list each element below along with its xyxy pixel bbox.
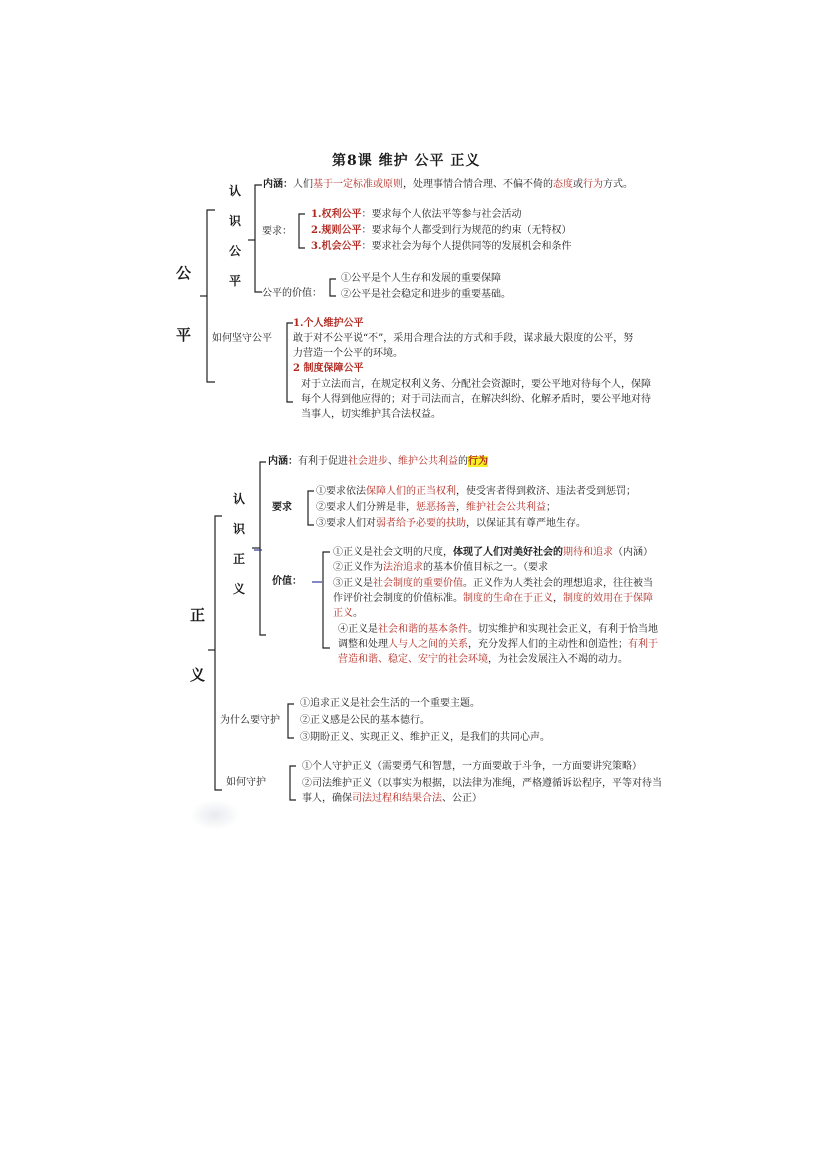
yaoqiu-body: ：要求每个人都受到行为规范的约束（无特权）: [361, 225, 572, 236]
jiazhi-keyword: 法治追求: [383, 562, 423, 573]
gongping-yaoqiu-label: 要求：: [262, 226, 292, 237]
zhengyi-root-char-1: 正: [190, 606, 206, 624]
jiazhi-text: 。正义作为人类社会的理想追求，往往被当作评价社会制度的价值标准。: [333, 578, 653, 604]
zhengyi-jiazhi-item-3: [333, 576, 659, 621]
jiazhi-keyword: 期待和追求: [563, 547, 613, 558]
jiazhi-keyword: 社会制度的重要价值: [373, 578, 463, 589]
jiazhi-text: ①正义是社会文明的尺度，: [333, 547, 453, 558]
jiazhi-keyword: 制度的生命在于正义: [463, 593, 553, 604]
zhengyi-jiazhi-label: 价值：: [272, 576, 302, 587]
zhengyi-neihan-label: 内涵：: [268, 456, 298, 467]
yaoqiu-head: 3.机会公平: [311, 241, 362, 252]
gongping-jianshou-label: 如何坚守公平: [212, 333, 272, 344]
neihan-highlight: 行为: [468, 456, 488, 467]
gongping-neihan: [263, 178, 633, 192]
page-title: 第8课 维护 公平 正义: [332, 153, 481, 169]
yaoqiu-head: 2.规则公平: [311, 225, 362, 236]
neihan-keyword: 维护公共利益: [398, 456, 458, 467]
gongping-renshi-char-3: 公: [229, 244, 242, 258]
gongping-jiazhi-label: 公平的价值：: [262, 288, 322, 299]
zhengyi-jiazhi-item-2: [333, 561, 548, 575]
jiazhi-text: 的基本价值目标之一。（要求: [423, 562, 548, 573]
zhengyi-ruhe-label: 如何守护: [226, 777, 266, 788]
zhengyi-ruhe-item-2: [302, 776, 664, 806]
neihan-text: 或: [573, 179, 583, 190]
zhengyi-renshi-char-4: 义: [233, 582, 246, 596]
neihan-keyword: 行为: [583, 179, 603, 190]
zhengyi-jiazhi-item-1: [333, 546, 653, 560]
zhengyi-renshi-char-1: 认: [233, 492, 246, 506]
jiazhi-keyword: 社会和谐的基本条件: [378, 624, 468, 635]
yaoqiu-text: ，以保证其有尊严地生存。: [466, 518, 586, 529]
jiazhi-text: 体现了人们对美好社会的: [453, 547, 563, 558]
zhengyi-weishenme-item: ③期盼正义、实现正义、维护正义，是我们的共同心声。: [300, 732, 550, 743]
zhengyi-neihan: [268, 455, 488, 469]
gongping-yaoqiu-item: [311, 224, 571, 238]
zhengyi-yaoqiu-item: [316, 485, 636, 499]
jiazhi-text: 。: [353, 608, 363, 619]
neihan-text: 有利于促进: [298, 456, 348, 467]
jiazhi-text: ，充分发挥人们的主动性和创造性；: [468, 639, 628, 650]
gongping-neihan-label: 内涵：: [263, 179, 293, 190]
ruhe-text: ②司法维护正义（以事实为根据，以法律为准绳，严格遵循诉讼程序，平等对待当事人，确保: [302, 778, 662, 804]
yaoqiu-head: 1.权利公平: [311, 209, 362, 220]
zhengyi-yaoqiu-label: 要求: [272, 502, 292, 513]
gongping-zhidu-head: 2 制度保障公平: [293, 363, 364, 374]
gongping-renshi-char-2: 识: [229, 214, 242, 228]
neihan-text: 、: [388, 456, 398, 467]
yaoqiu-keyword: 保障人们的正当权利: [366, 486, 456, 497]
ruhe-text: 、公正）: [442, 793, 482, 804]
jiazhi-text: （内涵）: [613, 547, 653, 558]
zhengyi-renshi-char-3: 正: [233, 552, 246, 566]
jiazhi-text: ，为社会发展注入不竭的动力。: [488, 654, 628, 665]
yaoqiu-body: ：要求社会为每个人提供同等的发展机会和条件: [361, 241, 572, 252]
zhengyi-weishenme-label: 为什么要守护: [220, 715, 280, 726]
yaoqiu-body: ：要求每个人依法平等参与社会活动: [361, 209, 522, 220]
yaoqiu-text: ①要求依法: [316, 486, 366, 497]
jiazhi-text: ④正义是: [338, 624, 378, 635]
zhengyi-weishenme-item: ①追求正义是社会生活的一个重要主题。: [300, 698, 480, 709]
yaoqiu-keyword: 惩恶扬善: [416, 502, 456, 513]
zhengyi-weishenme-item: ②正义感是公民的基本德行。: [300, 715, 430, 726]
jiazhi-keyword: 有利于营造和谐、稳定、安宁的社会环境: [338, 639, 658, 665]
zhengyi-renshi-char-2: 识: [233, 522, 246, 536]
yaoqiu-text: ，使受害者得到救济、违法者受到惩罚；: [456, 486, 636, 497]
yaoqiu-text: ③要求人们对: [316, 518, 376, 529]
neihan-keyword: 社会进步: [348, 456, 388, 467]
gongping-root-char-2: 平: [176, 326, 192, 344]
paper-smudge: [190, 800, 240, 830]
zhengyi-ruhe-item-1: ①个人守护正义（需要勇气和智慧，一方面要敢于斗争，一方面要讲究策略）: [302, 761, 642, 772]
gongping-jiazhi-item: ①公平是个人生存和发展的重要保障: [341, 273, 501, 284]
zhengyi-jiazhi-item-4: [338, 622, 660, 667]
jiazhi-text: ②正义作为: [333, 562, 383, 573]
zhengyi-yaoqiu-item: [316, 501, 556, 515]
gongping-geren-text: 敢于对不公平说“不”，采用合理合法的方式和手段，谋求最大限度的公平，努力营造一个公平的环境。: [293, 333, 634, 359]
jiazhi-text: ，: [553, 593, 563, 604]
ruhe-keyword: 司法过程和结果合法: [352, 793, 442, 804]
gongping-renshi-char-1: 认: [229, 184, 242, 198]
yaoqiu-text: ；: [546, 502, 556, 513]
yaoqiu-text: ，: [456, 502, 466, 513]
gongping-jiazhi-item: ②公平是社会稳定和进步的重要基础。: [341, 289, 511, 300]
gongping-geren-head: 1.个人维护公平: [293, 318, 364, 329]
jiazhi-keyword: 人与人之间的关系: [388, 639, 468, 650]
jiazhi-keyword: 制度的效用在于保障正义: [333, 593, 653, 619]
neihan-text: 方式。: [603, 179, 633, 190]
gongping-root-char-1: 公: [176, 264, 192, 282]
neihan-text: 人们: [293, 179, 313, 190]
neihan-text: ，处理事情合情合理、不偏不倚的: [403, 179, 553, 190]
yaoqiu-keyword: 维护社会公共利益: [466, 502, 546, 513]
neihan-keyword: 态度: [553, 179, 573, 190]
zhengyi-yaoqiu-item: [316, 517, 586, 531]
zhengyi-root-char-2: 义: [190, 666, 206, 684]
gongping-yaoqiu-item: [311, 208, 521, 222]
yaoqiu-keyword: 弱者给予必要的扶助: [376, 518, 466, 529]
yaoqiu-text: ②要求人们分辨是非，: [316, 502, 416, 513]
neihan-text: 的: [458, 456, 468, 467]
neihan-keyword: 基于一定标准或原则: [313, 179, 403, 190]
gongping-yaoqiu-item: [311, 240, 571, 254]
gongping-zhidu-text: 对于立法而言，在规定权利义务、分配社会资源时，要公平地对待每个人，保障每个人得到他应得的；对于司法而言，在解决纠纷、化解矛盾时，要公平地对待当事人，切实维护其合法权益。: [301, 379, 651, 420]
gongping-renshi-char-4: 平: [229, 274, 242, 288]
jiazhi-text: ③正义是: [333, 578, 373, 589]
jiazhi-text: 。切实维护和实现社会正义，有利于恰当地调整和处理: [338, 624, 658, 650]
